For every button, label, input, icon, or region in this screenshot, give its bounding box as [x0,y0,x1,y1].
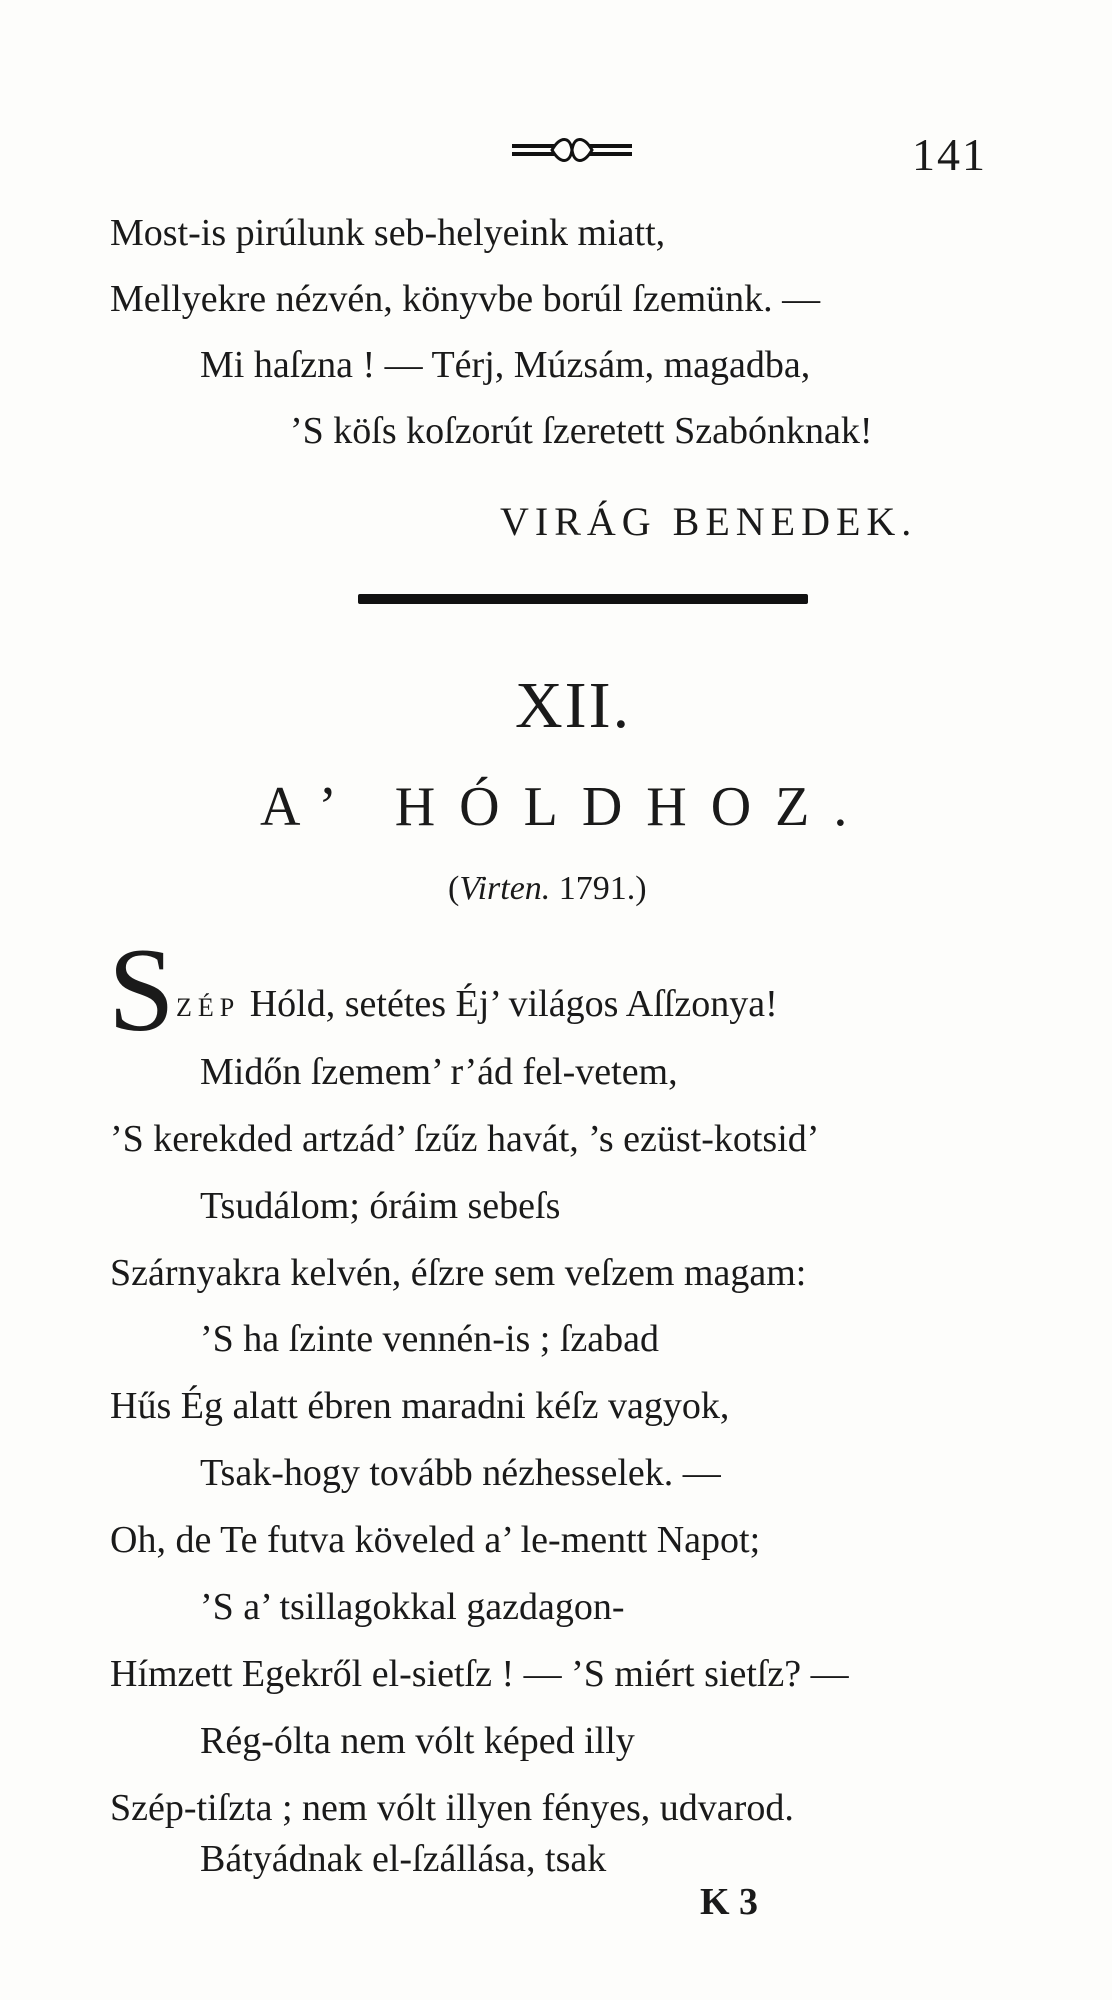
dateline-year: 1791. [558,870,636,907]
poem-line-7: Hűs Ég alatt ébren maradni kéſz vagyok, [110,1385,730,1427]
dateline-place: Virten. [459,870,551,907]
poem-line-10: ’S a’ tsillagokkal gazdagon- [200,1586,625,1628]
poem-line-5: Szárnyakra kelvén, éſzre sem veſzem magam: [110,1252,807,1294]
first-line-rest: Hóld, setétes Éj’ világos Aſſzonya! [240,983,778,1025]
poem-line-14: Bátyádnak el-ſzállása, tsak [200,1838,607,1880]
poem-line-11: Hímzett Egekről el-sietſz ! — ’S miért sietſz? — [110,1653,849,1695]
drop-cap: S [108,923,175,1056]
page-number: 141 [912,129,987,180]
poem-end-line-1: Most-is pirúlunk seb-helyeink miatt, [110,212,666,254]
poem-end-line-3: Mi haſzna ! — Térj, Múzsám, magadba, [200,344,811,386]
poem-line-12: Rég-ólta nem vólt képed illy [200,1720,635,1762]
poem-line-8: Tsak-hogy tovább nézhesselek. — [200,1452,721,1494]
header-ornament-icon [512,130,632,170]
poem-line-1 [176,985,778,1023]
author-signature: VIRÁG BENEDEK. [500,499,918,544]
section-title: A’ HÓLDHOZ. [260,776,872,838]
poem-end-line-2: Mellyekre nézvén, könyvbe borúl ſzemünk. — [110,278,821,320]
poem-line-9: Oh, de Te futva köveled a’ le-mentt Napot; [110,1519,761,1561]
signature-mark: K 3 [700,1881,759,1923]
poem-end-line-4: ’S köſs koſzorút ſzeretett Szabónknak! [290,410,873,452]
poem-line-2: Midőn ſzemem’ r’ád fel-vetem, [200,1051,678,1093]
first-word-smallcaps: ZÉP [176,993,241,1022]
poem-line-3: ’S kerekded artzád’ ſzűz havát, ’s ezüst-kotsid’ [110,1118,820,1160]
poem-line-4: Tsudálom; óráim sebeſs [200,1185,561,1227]
dateline: (Virten. 1791.) [448,870,647,907]
section-divider [358,594,808,604]
poem-line-6: ’S ha ſzinte vennén-is ; ſzabad [200,1318,660,1360]
poem-line-13: Szép-tiſzta ; nem vólt illyen fényes, udvarod. [110,1787,794,1829]
section-number: XII. [515,669,632,742]
